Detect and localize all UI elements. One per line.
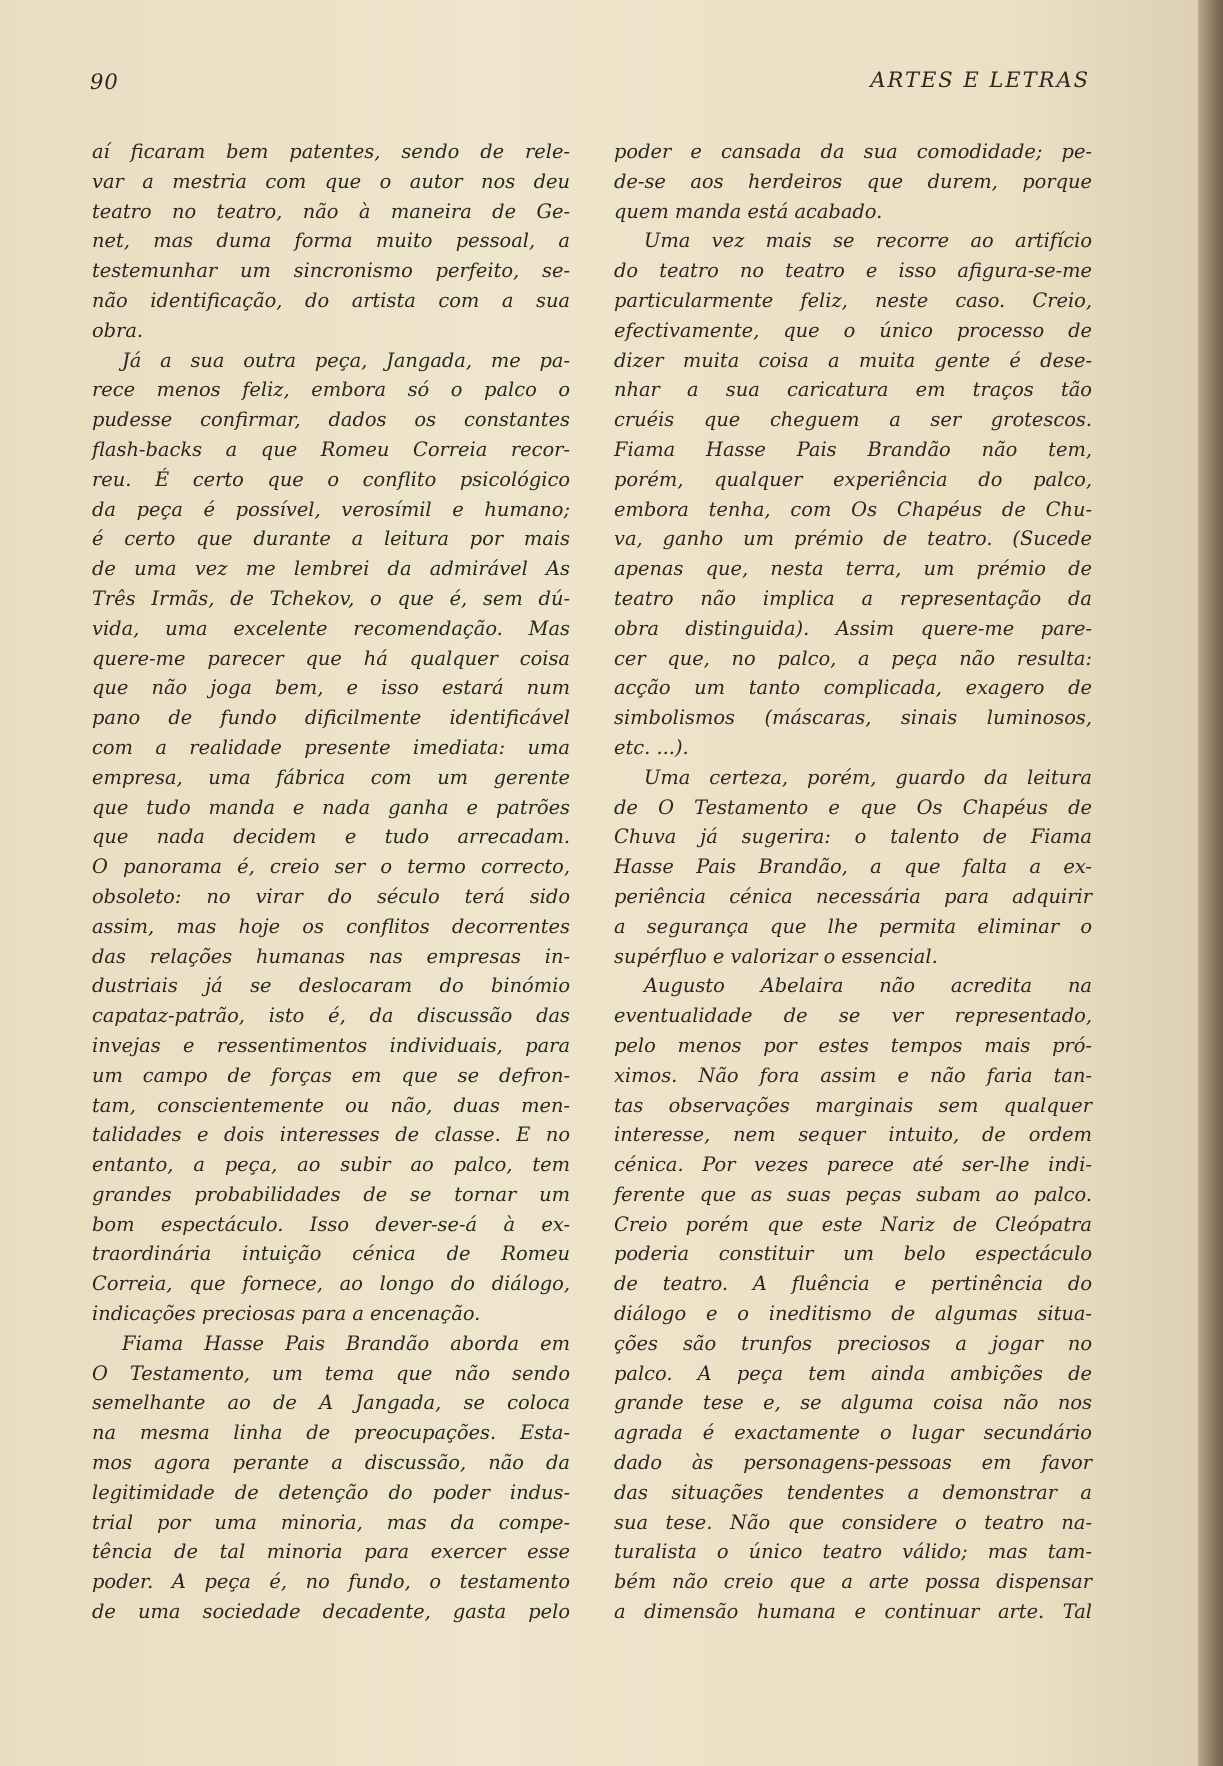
text-line: dustriais já se deslocaram do binómio — [92, 974, 570, 998]
text-line: Uma certeza, porém, guardo da leitura — [644, 765, 1092, 789]
text-line: obra distinguida). Assim quere-me pare- — [614, 616, 1092, 640]
text-line: acção um tanto complicada, exagero de — [614, 676, 1092, 700]
text-line: va, ganho um prémio de teatro. (Sucede — [614, 527, 1092, 551]
text-line: periência cénica necessária para adquirir — [614, 884, 1092, 908]
text-line: cénica. Por vezes parece até ser-lhe indi- — [614, 1153, 1092, 1177]
text-line: O Testamento, um tema que não sendo — [92, 1361, 570, 1385]
text-line: dado às personagens-pessoas em favor — [614, 1451, 1092, 1475]
text-line: dizer muita coisa a muita gente é dese- — [614, 348, 1092, 372]
text-line: vida, uma excelente recomendação. Mas — [92, 616, 570, 640]
text-line: aí ficaram bem patentes, sendo de rele- — [92, 140, 570, 163]
text-line: supérfluo e valorizar o essencial. — [614, 944, 938, 968]
text-line: que tudo manda e nada ganha e patrões — [92, 795, 570, 819]
text-line: trial por uma minoria, mas da compe- — [92, 1510, 570, 1534]
text-line: embora tenha, com Os Chapéus de Chu- — [614, 497, 1092, 521]
text-line: cruéis que cheguem a ser grotescos. — [614, 408, 1092, 432]
text-line: a segurança que lhe permita eliminar o — [614, 914, 1092, 938]
text-line: Fiama Hasse Pais Brandão aborda em — [122, 1331, 570, 1355]
text-line: de uma vez me lembrei da admirável As — [92, 557, 570, 581]
text-line: bém não creio que a arte possa dispensar — [614, 1570, 1092, 1594]
text-line: legitimidade de detenção do poder indus- — [92, 1480, 570, 1504]
text-line: que nada decidem e tudo arrecadam. — [92, 825, 570, 849]
text-line: pelo menos por estes tempos mais pró- — [614, 1033, 1092, 1057]
text-line: traordinária intuição cénica de Romeu — [92, 1242, 570, 1266]
right-column — [614, 137, 1092, 1627]
text-line: quem manda está acabado. — [614, 199, 883, 223]
text-line: grande tese e, se alguma coisa não nos — [614, 1391, 1092, 1415]
text-line: rece menos feliz, embora só o palco o — [92, 378, 570, 402]
text-line: Augusto Abelaira não acredita na — [644, 974, 1092, 998]
text-line: Já a sua outra peça, Jangada, me pa- — [122, 348, 570, 372]
text-line: tam, conscientemente ou não, duas men- — [92, 1093, 570, 1117]
text-line: quere-me parecer que há qualquer coisa — [92, 646, 570, 670]
text-line: pano de fundo dificilmente identificável — [92, 706, 570, 730]
text-line: simbolismos (máscaras, sinais luminosos, — [614, 706, 1092, 730]
text-line: cer que, no palco, a peça não resulta: — [614, 646, 1092, 670]
text-line: Três Irmãs, de Tchekov, o que é, sem dú- — [92, 586, 570, 610]
text-line: das relações humanas nas empresas in- — [92, 944, 570, 968]
text-line: testemunhar um sincronismo perfeito, se- — [92, 259, 570, 283]
text-line: na mesma linha de preocupações. Esta- — [92, 1421, 570, 1445]
text-line: mos agora perante a discussão, não da — [92, 1451, 570, 1475]
text-line: empresa, uma fábrica com um gerente — [92, 765, 570, 789]
text-line: flash-backs a que Romeu Correia recor- — [92, 437, 570, 461]
text-line: reu. É certo que o conflito psicológico — [92, 467, 570, 491]
text-line: das situações tendentes a demonstrar a — [614, 1480, 1092, 1504]
text-line: diálogo e o ineditismo de algumas situa- — [614, 1302, 1092, 1326]
text-line: assim, mas hoje os conflitos decorrentes — [92, 914, 570, 938]
text-line: bom espectáculo. Isso dever-se-á à ex- — [92, 1212, 570, 1236]
text-line: Fiama Hasse Pais Brandão não tem, — [614, 437, 1092, 461]
text-line: porém, qualquer experiência do palco, — [614, 467, 1092, 491]
text-line: ximos. Não fora assim e não faria tan- — [614, 1063, 1092, 1087]
text-line: é certo que durante a leitura por mais — [92, 527, 570, 551]
text-line: pudesse confirmar, dados os constantes — [92, 408, 570, 432]
text-line: agrada é exactamente o lugar secundário — [614, 1421, 1092, 1445]
text-line: etc. ...). — [614, 735, 689, 759]
text-line: com a realidade presente imediata: uma — [92, 735, 570, 759]
text-line: Uma vez mais se recorre ao artifício — [644, 229, 1092, 253]
text-line: de-se aos herdeiros que durem, porque — [614, 169, 1092, 193]
text-line: que não joga bem, e isso estará num — [92, 676, 570, 700]
text-line: tência de tal minoria para exercer esse — [92, 1540, 570, 1564]
text-line: Hasse Pais Brandão, a que falta a ex- — [614, 855, 1092, 879]
text-line: palco. A peça tem ainda ambições de — [614, 1361, 1092, 1385]
text-line: Creio porém que este Nariz de Cleópatra — [614, 1212, 1092, 1236]
text-line: ferente que as suas peças subam ao palco. — [614, 1182, 1092, 1206]
text-line: tas observações marginais sem qualquer — [614, 1093, 1092, 1117]
text-line: var a mestria com que o autor nos deu — [92, 169, 570, 193]
text-line: poder. A peça é, no fundo, o testamento — [92, 1570, 570, 1594]
text-line: Chuva já sugerira: o talento de Fiama — [614, 825, 1092, 849]
text-line: grandes probabilidades de se tornar um — [92, 1182, 570, 1206]
text-line: particularmente feliz, neste caso. Creio, — [614, 288, 1092, 312]
text-line: ções são trunfos preciosos a jogar no — [614, 1331, 1092, 1355]
text-line: Correia, que fornece, ao longo do diálogo, — [92, 1272, 570, 1296]
page-number: 90 — [90, 70, 119, 94]
text-line: invejas e ressentimentos individuais, para — [92, 1033, 570, 1057]
text-line: semelhante ao de A Jangada, se coloca — [92, 1391, 570, 1415]
text-line: do teatro no teatro e isso afigura-se-me — [614, 259, 1092, 283]
text-line: poderia constituir um belo espectáculo — [614, 1242, 1092, 1266]
text-line: obsoleto: no virar do século terá sido — [92, 884, 570, 908]
text-line: efectivamente, que o único processo de — [614, 318, 1092, 342]
text-line: indicações preciosas para a encenação. — [92, 1302, 481, 1326]
text-line: de uma sociedade decadente, gasta pelo — [92, 1600, 570, 1624]
text-line: entanto, a peça, ao subir ao palco, tem — [92, 1153, 570, 1177]
text-line: turalista o único teatro válido; mas tam- — [614, 1540, 1092, 1564]
text-line: obra. — [92, 318, 144, 342]
text-line: interesse, nem sequer intuito, de ordem — [614, 1123, 1092, 1147]
text-line: um campo de forças em que se defron- — [92, 1063, 570, 1087]
text-line: eventualidade de se ver representado, — [614, 1004, 1092, 1028]
text-line: não identificação, do artista com a sua — [92, 288, 570, 312]
text-line: apenas que, nesta terra, um prémio de — [614, 557, 1092, 581]
text-line: da peça é possível, verosímil e humano; — [92, 497, 570, 521]
text-line: sua tese. Não que considere o teatro na- — [614, 1510, 1092, 1534]
text-line: nhar a sua caricatura em traços tão — [614, 378, 1092, 402]
text-line: teatro não implica a representação da — [614, 586, 1092, 610]
text-line: teatro no teatro, não à maneira de Ge- — [92, 199, 570, 223]
text-line: de O Testamento e que Os Chapéus de — [614, 795, 1092, 819]
text-line: talidades e dois interesses de classe. E no — [92, 1123, 570, 1147]
text-line: O panorama é, creio ser o termo correcto, — [92, 855, 570, 879]
text-line: de teatro. A fluência e pertinência do — [614, 1272, 1092, 1296]
left-column — [92, 137, 570, 1627]
running-head: ARTES E LETRAS — [870, 68, 1090, 92]
text-line: poder e cansada da sua comodidade; pe- — [614, 140, 1092, 163]
page-edge — [1198, 0, 1223, 1766]
text-line: a dimensão humana e continuar arte. Tal — [614, 1600, 1092, 1624]
text-line: capataz-patrão, isto é, da discussão das — [92, 1004, 570, 1028]
text-line: net, mas duma forma muito pessoal, a — [92, 229, 570, 253]
